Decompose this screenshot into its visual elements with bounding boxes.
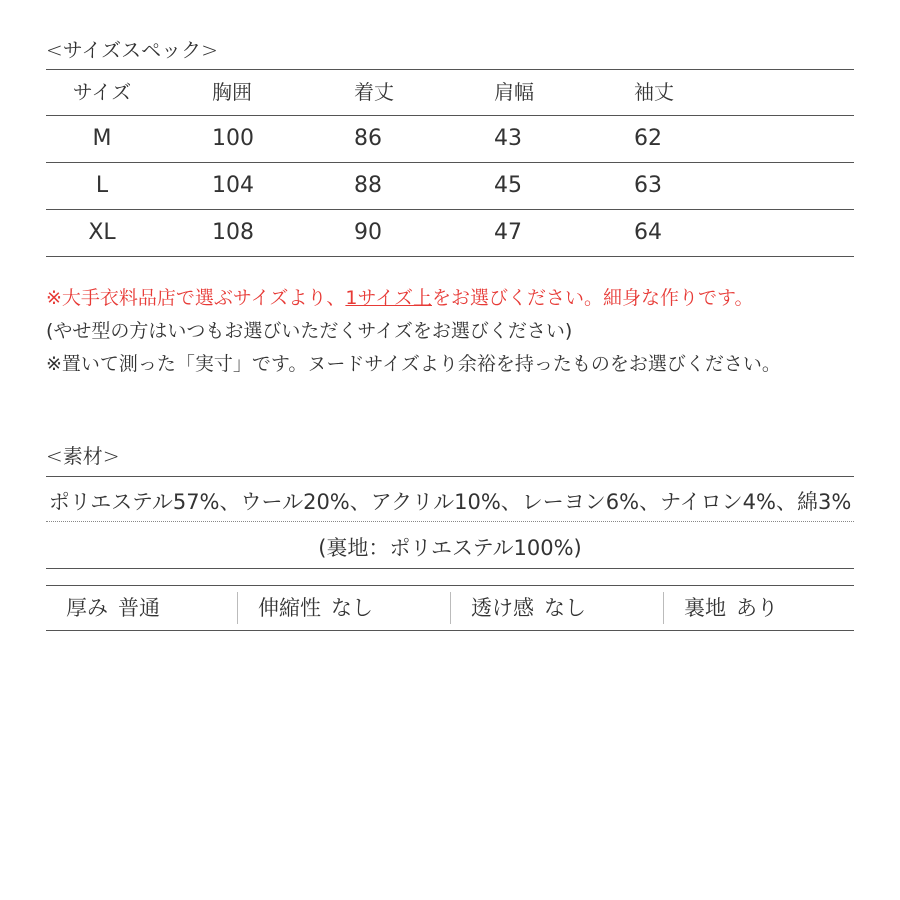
length-cell: 88 (354, 173, 382, 198)
material-top-rule (46, 476, 854, 477)
header-shoulder: 肩幅 (494, 80, 534, 104)
fit-warning-note (46, 283, 753, 310)
header-length: 着丈 (354, 80, 394, 104)
length-cell: 86 (354, 126, 382, 151)
material-bottom-rule (46, 568, 854, 569)
measurement-note: ※置いて測った「実寸」です。ヌードサイズより余裕を持ったものをお選びください。 (46, 353, 781, 375)
size-table-header-row (46, 70, 854, 116)
sleeve-cell: 64 (634, 220, 662, 245)
size-cell: M (92, 126, 112, 151)
attr-thickness-value: 普通 (118, 596, 160, 620)
material-dotted-rule (46, 521, 854, 522)
header-chest: 胸囲 (212, 80, 252, 104)
material-composition: ポリエステル57%、ウール20%、アクリル10%、レーヨン6%、ナイロン4%、綿3% (48, 490, 852, 514)
attr-stretch (237, 592, 373, 624)
attr-lining (663, 592, 778, 624)
fit-warning-part2: をお選びください。細身な作りです。 (431, 287, 754, 309)
shoulder-cell: 45 (494, 173, 522, 198)
attr-sheerness-value: なし (544, 596, 586, 620)
header-sleeve: 袖丈 (634, 80, 674, 104)
sleeve-cell: 63 (634, 173, 662, 198)
attr-stretch-value: なし (331, 596, 373, 620)
attr-sheerness (450, 592, 586, 624)
fit-warning-emphasis: 1サイズ上 (345, 287, 432, 309)
table-row (46, 210, 854, 257)
fabric-attributes-row (46, 585, 854, 631)
fit-warning-part1: ※大手衣料品店で選ぶサイズより、 (46, 287, 346, 309)
lining-composition: (裏地：ポリエステル100%) (318, 536, 582, 560)
sleeve-cell: 62 (634, 126, 662, 151)
attr-thickness-label: 厚み (66, 596, 108, 620)
slim-fit-note: (やせ型の方はいつもお選びいただくサイズをお選びください) (46, 320, 573, 342)
size-cell: XL (88, 220, 116, 245)
attr-lining-value: あり (736, 596, 778, 620)
header-size: サイズ (72, 80, 132, 104)
table-row (46, 116, 854, 163)
size-spec-title: <サイズスペック> (46, 38, 218, 62)
chest-cell: 100 (212, 126, 254, 151)
size-spec-table (46, 70, 854, 257)
chest-cell: 108 (212, 220, 254, 245)
shoulder-cell: 47 (494, 220, 522, 245)
shoulder-cell: 43 (494, 126, 522, 151)
size-cell: L (95, 173, 109, 198)
attr-sheerness-label: 透け感 (471, 596, 534, 620)
attr-lining-label: 裏地 (684, 596, 726, 620)
attr-thickness (46, 592, 160, 624)
length-cell: 90 (354, 220, 382, 245)
material-title: <素材> (46, 444, 120, 468)
chest-cell: 104 (212, 173, 254, 198)
attr-stretch-label: 伸縮性 (258, 596, 321, 620)
table-row (46, 163, 854, 210)
